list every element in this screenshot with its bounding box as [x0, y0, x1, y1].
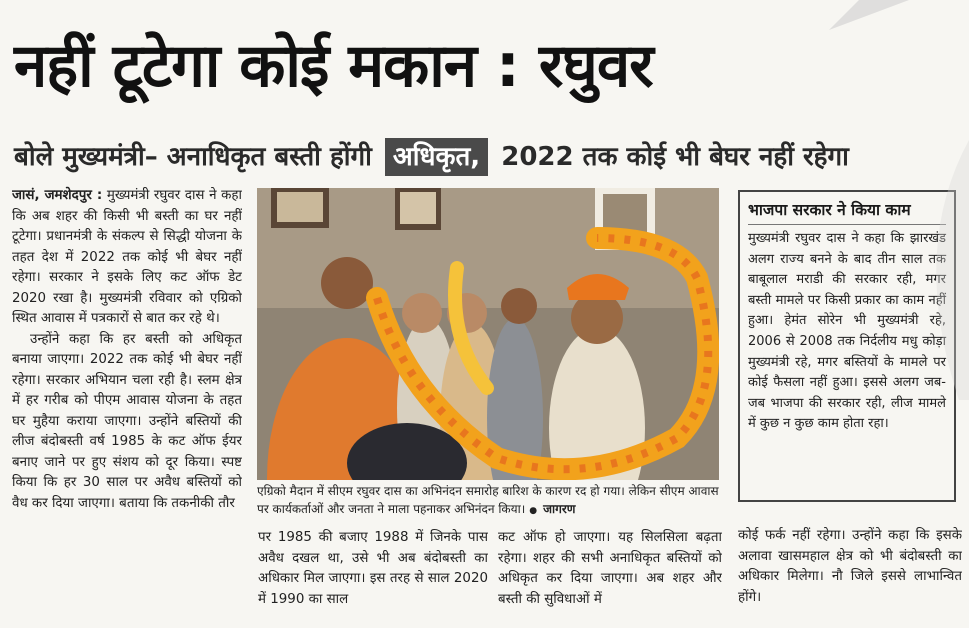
- article-column-3: [498, 528, 722, 628]
- paragraph-text: कोई फर्क नहीं रहेगा। उन्होंने कहा कि इसके अलावा खासमहाल क्षेत्र को भी बंदोबस्ती का अधिकार मिलेगा। नौ जिले इससे लाभान्वित होंगे।: [738, 528, 962, 605]
- photo-caption: [257, 482, 719, 522]
- subhead-text-2: 2022 तक कोई भी बेघर नहीं रहेगा: [501, 142, 849, 172]
- subhead-highlight: अधिकृत,: [385, 138, 488, 176]
- paragraph-text: उन्होंने कहा कि हर बस्ती को अधिकृत बनाया जाएगा। 2022 तक कोई भी बेघर नहीं रहेगा। सरकार अभियान चला रही है। स्लम क्षेत्र में हर गरीब को पीएम आवास योजना के तहत घर मुहैया कराया जाएगा। उन्होंने बस्तियों की लीज बंदोबस्ती वर्ष 1985 के कट ऑफ ईयर बनाए जाने पर हुए संशय को दूर किया। स्पष्ट किया कि हर 30 साल पर अवैध बस्तियों को वैध कर दिया जाएगा। बताया कि तकनीकी तौर: [12, 331, 242, 511]
- article-paragraph: [498, 528, 722, 610]
- paragraph-text: कट ऑफ हो जाएगा। यह सिलसिला बढ़ता रहेगा। शहर की सभी अनाधिकृत बस्तियों को अधिकृत कर दिया जाएगा। अब शहर और बस्ती की सुविधाओं में: [498, 530, 722, 607]
- article-column-1: [12, 186, 242, 626]
- article-paragraph: [12, 330, 242, 515]
- dateline: जासं, जमशेदपुर :: [12, 188, 103, 203]
- article-paragraph: [258, 528, 488, 610]
- caption-text: एग्रिको मैदान में सीएम रघुवर दास का अभिनंदन समारोह बारिश के कारण रद हो गया। लेकिन सीएम आवास पर कार्यकर्ताओं और जनता ने माला पहनाकर अभिनंदन किया।: [257, 484, 719, 516]
- article-paragraph: [738, 526, 962, 608]
- article-paragraph: [12, 186, 242, 330]
- paragraph-text: मुख्यमंत्री रघुवर दास ने कहा कि अब शहर की किसी भी बस्ती का घर नहीं टूटेगा। प्रधानमंत्री के संकल्प से सिद्धी योजना के तहत देश में 2022 तक कोई भी बेघर नहीं रहेगा। सरकार ने इसके लिए कट ऑफ डेट 2020 रखा है। मुख्यमंत्री रविवार को एग्रिको स्थित आवास में पत्रकारों से बात कर रहे थे।: [12, 188, 242, 326]
- bullet-icon: ●: [529, 506, 538, 516]
- photo-credit: जागरण: [543, 502, 576, 516]
- headline: नहीं टूटेगा कोई मकान : रघुवर: [14, 31, 653, 101]
- photo-illustration: [257, 188, 719, 480]
- box-title: भाजपा सरकार ने किया काम: [748, 198, 946, 225]
- sidebar-box: [738, 190, 956, 502]
- box-body: मुख्यमंत्री रघुवर दास ने कहा कि झारखंड अलग राज्य बनने के बाद तीन साल तक बाबूलाल मराडी की सरकार रही, मगर बस्ती मामले पर किसी प्रकार का काम नहीं हुआ। हेमंत सोरेन भी मुख्यमंत्री रहे, 2006 से 2008 तक निर्दलीय मधु कोड़ा मुख्यमंत्री रहे, मगर बस्तियों के मामले पर कोई फैसला नहीं हुआ। इससे अलग जब-जब भाजपा की सरकार रही, लीज मामले में कुछ न कुछ काम होता रहा।: [748, 231, 946, 432]
- subhead-text: बोले मुख्यमंत्री– अनाधिकृत बस्ती होंगी: [14, 142, 372, 172]
- article-column-2: [258, 528, 488, 628]
- paragraph-text: पर 1985 की बजाए 1988 में जिनके पास अवैध दखल था, उसे भी अब बंदोबस्ती का अधिकार मिल जाएगा। इस तरह से साल 2020 में 1990 का साल: [258, 530, 488, 607]
- subheadline: [14, 132, 959, 182]
- news-photo: [257, 188, 719, 480]
- article-column-4: [738, 526, 962, 628]
